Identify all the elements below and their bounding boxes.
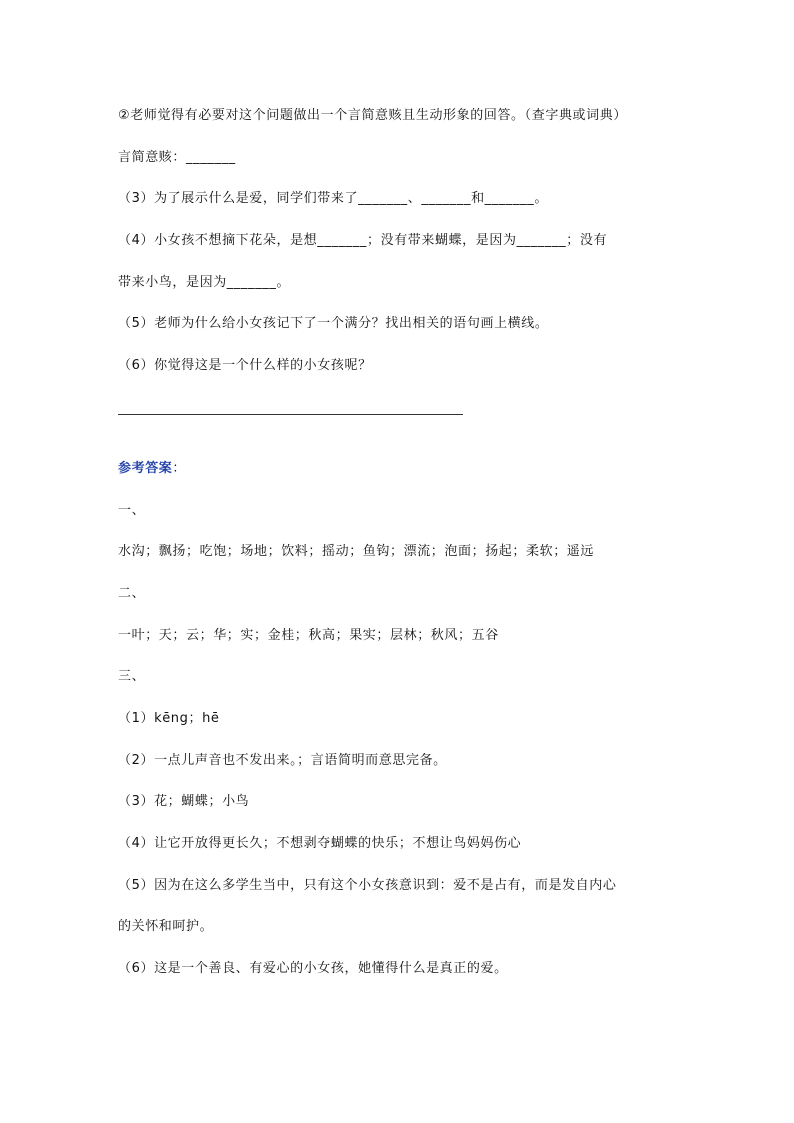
question-4-line-2: 带来小鸟，是因为_______。	[118, 275, 291, 290]
answer-3-6: （6）这是一个善良、有爱心的小女孩，她懂得什么是真正的爱。	[118, 961, 508, 976]
question-2-2-text: ②老师觉得有必要对这个问题做出一个言简意赅且生动形象的回答。（查字典或词典）	[118, 108, 627, 123]
answer-3-1: （1）kēng；hē	[118, 711, 220, 726]
answer-3-5-line-1: （5）因为在这么多学生当中，只有这个小女孩意识到：爱不是占有，而是发自内心	[118, 878, 617, 893]
answer-3-5-line-2: 的关怀和呵护。	[118, 919, 214, 934]
question-5: （5）老师为什么给小女孩记下了一个满分？找出相关的语句画上横线。	[118, 316, 549, 331]
answer-line	[118, 414, 463, 415]
question-6: （6）你觉得这是一个什么样的小女孩呢？	[118, 358, 372, 373]
question-4-line-1: （4）小女孩不想摘下花朵，是想_______；没有带来蝴蝶，是因为_______；没有	[118, 233, 608, 248]
section-3-label: 三、	[118, 669, 146, 684]
answer-3-2: （2）一点儿声音也不发出来。；言语简明而意思完备。	[118, 753, 447, 768]
question-3: （3）为了展示什么是爱，同学们带来了_______、_______和_______。	[118, 191, 548, 206]
section-1-label: 一、	[118, 503, 146, 518]
section-2-label: 二、	[118, 586, 146, 601]
answer-3-3: （3）花；蝴蝶；小鸟	[118, 794, 250, 809]
question-2-2-blank: 言简意赅：_______	[118, 150, 236, 165]
answer-heading	[118, 460, 186, 478]
section-2-content: 一叶；天；云；华；实；金桂；秋高；果实；层林；秋风；五谷	[118, 628, 499, 643]
answer-heading-colon: ：	[172, 461, 187, 476]
section-1-content: 水沟；飘扬；吃饱；场地；饮料；摇动；鱼钩；漂流；泡面；扬起；柔软；遥远	[118, 544, 595, 559]
answer-heading-title: 参考答案	[118, 461, 173, 476]
answer-3-4: （4）让它开放得更长久；不想剥夺蝴蝶的快乐；不想让鸟妈妈伤心	[118, 836, 522, 851]
